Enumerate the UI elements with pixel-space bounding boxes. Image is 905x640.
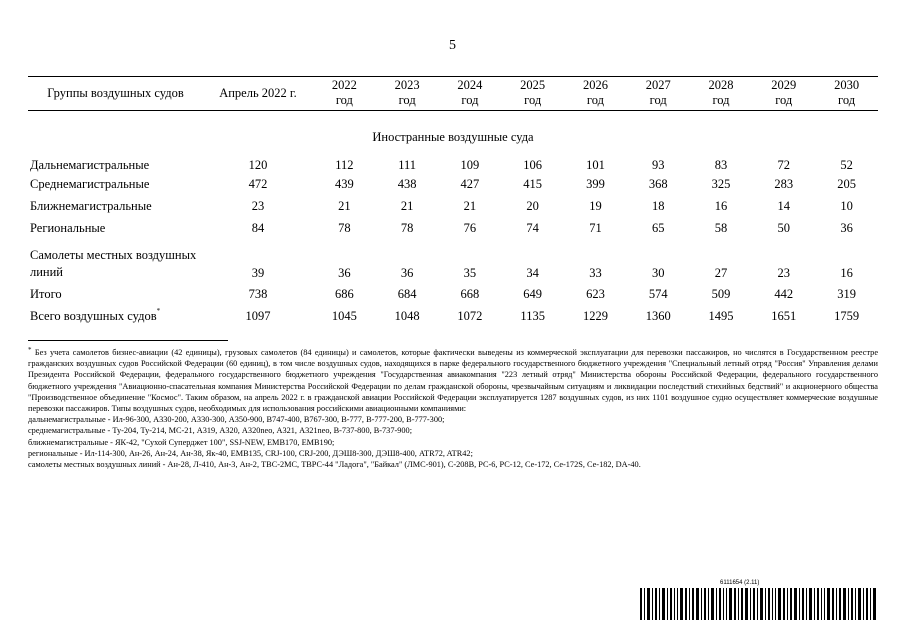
table-row <box>28 239 878 283</box>
header-year-unit: год <box>335 93 353 107</box>
cell: 325 <box>711 176 731 191</box>
header-year-value: 2023 <box>394 78 420 92</box>
cell: 78 <box>338 220 351 235</box>
header-year-unit: год <box>586 93 604 107</box>
cell: 442 <box>774 286 794 301</box>
cell: 319 <box>837 286 856 301</box>
row-label: Региональные <box>30 220 106 235</box>
cell: 83 <box>714 158 728 172</box>
header-april: Апрель 2022 г. <box>203 77 313 111</box>
cell: 19 <box>589 198 602 213</box>
header-year-unit: год <box>838 93 856 107</box>
cell: 36 <box>400 266 414 280</box>
cell: 21 <box>338 198 351 213</box>
cell: 109 <box>460 158 480 172</box>
cell: 18 <box>651 198 665 213</box>
cell: 472 <box>248 176 268 191</box>
footnote-line: среднемагистральные - Ту-204, Ту-214, МС-21, А319, А320, А320neo, А321, А321neo, В-737-800, В-737-900; <box>28 426 412 436</box>
row-label: Ближнемагистральные <box>30 198 152 213</box>
table-row <box>28 195 878 217</box>
cell: 23 <box>251 198 265 213</box>
cell: 21 <box>400 198 414 213</box>
cell: 1651 <box>771 308 797 323</box>
row-label: Итого <box>30 286 62 301</box>
cell: 509 <box>711 286 731 301</box>
cell: 58 <box>714 220 728 235</box>
header-year-unit: год <box>775 93 793 107</box>
header-year-value: 2027 <box>645 78 671 92</box>
footnote-line: региональные - Ил-114-300, Ан-26, Ан-24, Ан-38, Як-40, EMB135, CRJ-100, CRJ-200, ДЭШ8-300, ДЭШ8-400, ATR72, ATR42; <box>28 448 473 458</box>
row-label: Самолеты местных воздушных линий <box>30 248 197 279</box>
cell: 399 <box>586 176 605 191</box>
cell: 283 <box>774 176 794 191</box>
cell: 71 <box>589 220 602 235</box>
cell: 415 <box>523 176 543 191</box>
section-row <box>28 111 878 148</box>
header-year-value: 2029 <box>771 78 797 92</box>
table-row <box>28 283 878 305</box>
cell: 50 <box>777 220 790 235</box>
header-year <box>313 77 376 111</box>
header-year-value: 2022 <box>331 78 357 92</box>
row-label: Дальнемагистральные <box>30 158 150 172</box>
footnote-line: самолеты местных воздушных линий - Ан-28, Л-410, Ан-3, Ан-2, ТВС-2МС, ТВРС-44 "Ладога", "Байкал" (ЛМС-901), С-208В, РС-6, РС-12, Се-172, Се-172S, Се-182, DA-40. <box>28 460 641 470</box>
page-number: 5 <box>449 38 456 53</box>
cell: 14 <box>777 198 790 213</box>
header-year-unit: год <box>712 93 730 107</box>
header-year <box>815 77 878 111</box>
cell: 368 <box>648 176 668 191</box>
cell: 1135 <box>520 308 545 323</box>
table-row-total <box>28 305 878 327</box>
cell: 574 <box>648 286 668 301</box>
cell: 84 <box>251 220 265 235</box>
cell: 27 <box>714 266 728 280</box>
cell: 439 <box>335 176 354 191</box>
header-year <box>439 77 502 111</box>
footnote-line: дальнемагистральные - Ил-96-300, А330-200, А330-300, А350-900, В747-400, В767-300, В-777, В-777-200, В-777-300; <box>28 415 445 425</box>
row-label-text: Всего воздушных судов <box>30 308 157 323</box>
cell: 36 <box>338 266 351 280</box>
footnote-main <box>28 347 878 414</box>
table-row <box>28 173 878 195</box>
cell: 23 <box>777 266 790 280</box>
cell: 65 <box>651 220 665 235</box>
cell: 1495 <box>708 308 734 323</box>
document-code: 6111654 (2.11) <box>720 580 760 586</box>
cell: 30 <box>651 266 665 280</box>
footnote <box>28 347 878 470</box>
footnote-divider <box>28 340 228 341</box>
cell: 21 <box>463 198 477 213</box>
header-year <box>690 77 753 111</box>
header-year-value: 2026 <box>582 78 608 92</box>
cell: 20 <box>526 198 539 213</box>
header-year <box>752 77 815 111</box>
cell: 1045 <box>331 308 357 323</box>
cell: 668 <box>460 286 480 301</box>
header-year-unit: год <box>461 93 479 107</box>
cell: 34 <box>526 266 539 280</box>
cell: 112 <box>335 158 354 172</box>
cell: 76 <box>463 220 477 235</box>
row-label: Среднемагистральные <box>30 176 150 191</box>
cell: 36 <box>840 220 853 235</box>
cell: 1097 <box>245 308 271 323</box>
cell: 35 <box>463 266 477 280</box>
cell: 33 <box>589 266 602 280</box>
cell: 623 <box>586 286 605 301</box>
header-year-unit: год <box>524 93 542 107</box>
cell: 111 <box>398 158 417 172</box>
cell: 106 <box>523 158 543 172</box>
cell: 78 <box>400 220 414 235</box>
cell: 52 <box>840 158 853 172</box>
header-year-value: 2030 <box>834 78 860 92</box>
header-year <box>627 77 690 111</box>
cell: 39 <box>251 266 265 280</box>
header-year-value: 2025 <box>520 78 546 92</box>
table-row <box>28 147 878 173</box>
row-label <box>28 305 203 327</box>
cell: 427 <box>460 176 480 191</box>
cell: 120 <box>248 158 268 172</box>
cell: 1759 <box>834 308 860 323</box>
table-header-row <box>28 77 878 111</box>
header-year-unit: год <box>649 93 667 107</box>
cell: 686 <box>335 286 354 301</box>
cell: 1360 <box>645 308 671 323</box>
cell: 1072 <box>457 308 483 323</box>
section-title: Иностранные воздушные суда <box>372 130 534 144</box>
fleet-table <box>28 76 878 327</box>
header-year <box>501 77 564 111</box>
header-group: Группы воздушных судов <box>28 77 203 111</box>
header-year <box>376 77 439 111</box>
header-year-unit: год <box>398 93 416 107</box>
cell: 738 <box>248 286 268 301</box>
cell: 93 <box>651 158 665 172</box>
cell: 72 <box>777 158 790 172</box>
cell: 1229 <box>582 308 608 323</box>
cell: 10 <box>840 198 853 213</box>
footnote-marker: * <box>156 306 161 315</box>
header-year <box>564 77 627 111</box>
cell: 16 <box>714 198 728 213</box>
cell: 205 <box>837 176 856 191</box>
cell: 16 <box>840 266 853 280</box>
header-year-value: 2028 <box>708 78 734 92</box>
barcode <box>640 588 876 620</box>
cell: 684 <box>397 286 417 301</box>
footnote-text: Без учета самолетов бизнес-авиации (42 единицы), грузовых самолетов (84 единицы) и самолетов, которые фактически выведены из коммерческой эксплуатации для перевозки пассажиров, но числятся в Государственном реестре гражданских воздушных судов Российской Федерации (60 единиц), в том числе воздушных судов, находящихся в парке федерального государственного бюджетного учреждения "Специальный летный отряд "Россия" Управления делами Президента Российской Федерации, федерального государственного бюджетного учреждения "Государственная авиакомпания "223 летный отряд" Министерства обороны Российской Федерации, федерального государственного бюджетного учреждения "Авиационно-спасательная компания Министерства Российской Федерации по делам гражданской обороны, чрезвычайным ситуациям и ликвидации последствий стихийных бедствий" и акционерного общества "Производственное объединение "Космос". Таким образом, на апрель 2022 г. в гражданской авиации Российской Федерации эксплуатируется 1287 воздушных судов, из них 1101 воздушное судно осуществляет коммерческие воздушные перевозки пассажиров. Типы воздушных судов, необходимых для использования российскими авиационными компаниями: <box>28 348 879 414</box>
cell: 74 <box>526 220 539 235</box>
cell: 438 <box>397 176 417 191</box>
table-row <box>28 217 878 239</box>
footnote-marker: * <box>28 346 32 354</box>
header-year-value: 2024 <box>457 78 483 92</box>
cell: 649 <box>523 286 543 301</box>
cell: 1048 <box>394 308 420 323</box>
cell: 101 <box>586 158 605 172</box>
footnote-line: ближнемагистральные - ЯК-42, "Сухой Суперджет 100", SSJ-NEW, EMB170, EMB190; <box>28 437 335 447</box>
